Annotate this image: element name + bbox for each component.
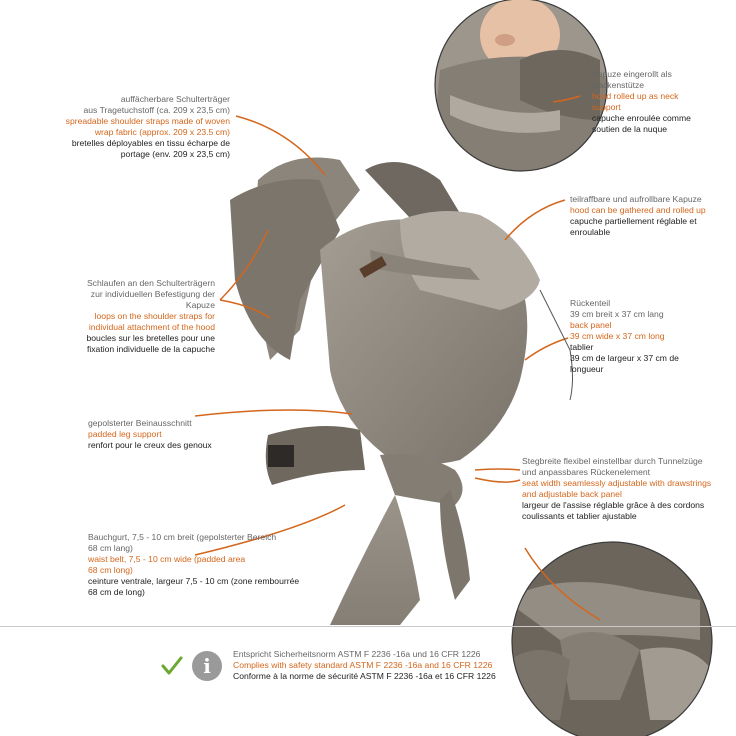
- callout-text: coulissants et tablier ajustable: [522, 511, 637, 521]
- callout-text: Kapuze eingerollt als: [592, 69, 672, 79]
- callout-text: tablier: [570, 342, 594, 352]
- callout-text: support: [592, 102, 621, 112]
- callout-text: enroulable: [570, 227, 611, 237]
- callout-text: portage (env. 209 x 23,5 cm): [120, 149, 230, 159]
- callout-shoulder-straps: [60, 94, 230, 160]
- callout-back-panel: [570, 298, 730, 375]
- callout-text: Stegbreite flexibel einstellbar durch Tunnelzüge: [522, 456, 703, 466]
- callout-text: 39 cm wide x 37 cm long: [570, 331, 665, 341]
- callout-text: auffächerbare Schulterträger: [120, 94, 230, 104]
- callout-hood: [570, 194, 732, 238]
- callout-strap-loops: [60, 278, 215, 355]
- callout-text: aus Tragetuchstoff (ca. 209 x 23,5 cm): [83, 105, 230, 115]
- callout-text: waist belt, 7,5 - 10 cm wide (padded area: [88, 554, 246, 564]
- callout-text: wrap fabric (approx. 209 x 23.5 cm): [94, 127, 230, 137]
- callout-seat-width: [522, 456, 732, 522]
- callout-text: longueur: [570, 364, 604, 374]
- callout-text: capuche partiellement réglable et: [570, 216, 697, 226]
- divider: [0, 626, 736, 627]
- callout-text: individual attachment of the hood: [88, 322, 215, 332]
- callout-text: seat width seamlessly adjustable with drawstrings: [522, 478, 712, 488]
- callout-text: 68 cm de long): [88, 587, 145, 597]
- callout-text: 39 cm de largeur x 37 cm de: [570, 353, 679, 363]
- callout-text: gepolsterter Beinausschnitt: [88, 418, 192, 428]
- callout-leg-support: [88, 418, 228, 451]
- info-icon: i: [192, 651, 222, 681]
- callout-text: 68 cm long): [88, 565, 133, 575]
- safety-standard-note: [233, 649, 523, 682]
- safety-text: Entspricht Sicherheitsnorm ASTM F 2236 -16a und 16 CFR 1226: [233, 649, 481, 659]
- callout-text: and adjustable back panel: [522, 489, 622, 499]
- callout-text: Nackenstütze: [592, 80, 645, 90]
- safety-text: Complies with safety standard ASTM F 2236 -16a and 16 CFR 1226: [233, 660, 493, 670]
- safety-text: Conforme à la norme de sécurité ASTM F 2236 -16a et 16 CFR 1226: [233, 671, 496, 681]
- callout-waist-belt: [88, 532, 298, 598]
- callout-text: und anpassbares Rückenelement: [522, 467, 651, 477]
- callout-text: spreadable shoulder straps made of woven: [65, 116, 230, 126]
- callout-text: Kapuze: [185, 300, 215, 310]
- callout-text: padded leg support: [88, 429, 162, 439]
- callout-text: bretelles déployables en tissu écharpe de: [71, 138, 230, 148]
- callout-text: 39 cm breit x 37 cm lang: [570, 309, 664, 319]
- callout-text: Rückenteil: [570, 298, 611, 308]
- callout-text: largeur de l'assise réglable grâce à des cordons: [522, 500, 705, 510]
- callout-text: soutien de la nuque: [592, 124, 668, 134]
- callout-text: renfort pour le creux des genoux: [88, 440, 212, 450]
- callout-text: zur individuellen Befestigung der: [90, 289, 215, 299]
- callout-text: boucles sur les bretelles pour une: [86, 333, 215, 343]
- callout-text: hood can be gathered and rolled up: [570, 205, 706, 215]
- callout-text: back panel: [570, 320, 612, 330]
- callout-text: capuche enroulée comme: [592, 113, 691, 123]
- callout-text: loops on the shoulder straps for: [94, 311, 215, 321]
- callout-text: Schlaufen an den Schulterträgern: [86, 278, 215, 288]
- callout-text: fixation individuelle de la capuche: [86, 344, 215, 354]
- callout-text: hood rolled up as neck: [592, 91, 679, 101]
- callout-hood-neck-support: [592, 69, 732, 135]
- callout-text: teilraffbare und aufrollbare Kapuze: [570, 194, 702, 204]
- callout-text: 68 cm lang): [88, 543, 133, 553]
- callout-text: ceinture ventrale, largeur 7,5 - 10 cm (zone rembourrée: [88, 576, 300, 586]
- check-icon: [161, 655, 183, 677]
- strap-tails: [330, 495, 420, 625]
- callout-text: Bauchgurt, 7,5 - 10 cm breit (gepolsterter Bereich: [88, 532, 277, 542]
